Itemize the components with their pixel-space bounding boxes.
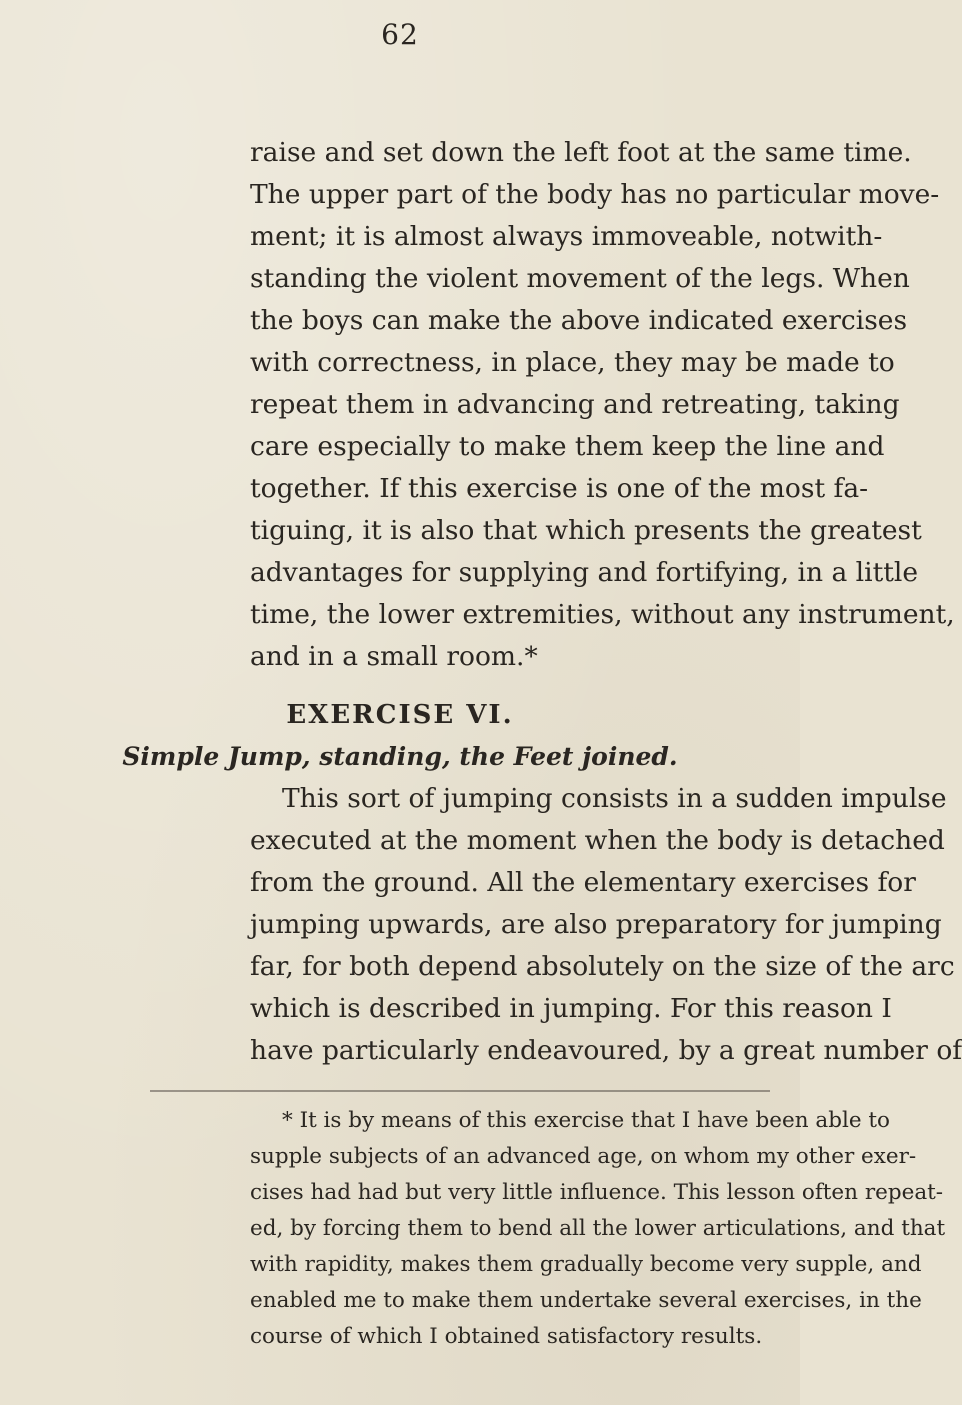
footnote-line: cises had had but very little influence. This lesson often repeat-	[250, 1180, 944, 1205]
text-line: together. If this exercise is one of the most fa-	[250, 473, 869, 504]
text-line: far, for both depend absolutely on the size of the arc	[250, 951, 955, 982]
footnote-line: with rapidity, makes them gradually become very supple, and	[250, 1252, 922, 1277]
page-number: 62	[381, 18, 419, 51]
text-line: which is described in jumping. For this reason I	[250, 993, 892, 1024]
exercise-heading: EXERCISE VI.	[286, 700, 514, 730]
text-line: care especially to make them keep the line and	[250, 431, 885, 462]
footnote-line: supple subjects of an advanced age, on whom my other exer-	[250, 1144, 917, 1169]
footnote-line: enabled me to make them undertake several exercises, in the	[250, 1288, 922, 1313]
footnote-line: ed, by forcing them to bend all the lower articulations, and that	[250, 1216, 946, 1241]
text-line: raise and set down the left foot at the same time.	[250, 137, 912, 168]
footnote-rule	[150, 1090, 770, 1092]
text-line: advantages for supplying and fortifying, in a little	[250, 557, 919, 588]
text-line: repeat them in advancing and retreating, taking	[250, 389, 900, 420]
text-line: the boys can make the above indicated exercises	[250, 305, 908, 336]
text-line: with correctness, in place, they may be made to	[250, 347, 895, 378]
text-line: executed at the moment when the body is detached	[250, 825, 945, 856]
text-line: time, the lower extremities, without any instrument,	[250, 599, 955, 630]
text-line: tiguing, it is also that which presents the greatest	[250, 515, 922, 546]
text-line: The upper part of the body has no particular move-	[250, 179, 940, 210]
text-line: standing the violent movement of the legs. When	[250, 263, 910, 294]
exercise-subheading: Simple Jump, standing, the Feet joined.	[122, 742, 678, 771]
text-line: have particularly endeavoured, by a great number of	[250, 1035, 962, 1066]
text-line: jumping upwards, are also preparatory for jumping	[250, 909, 942, 940]
text-line: ment; it is almost always immoveable, notwith-	[250, 221, 883, 252]
text-line: from the ground. All the elementary exercises for	[250, 867, 916, 898]
footnote-line: course of which I obtained satisfactory results.	[250, 1324, 763, 1349]
text-line: This sort of jumping consists in a sudden impulse	[282, 783, 947, 814]
text-line: and in a small room.*	[250, 641, 538, 672]
footnote-line: * It is by means of this exercise that I have been able to	[282, 1108, 890, 1133]
